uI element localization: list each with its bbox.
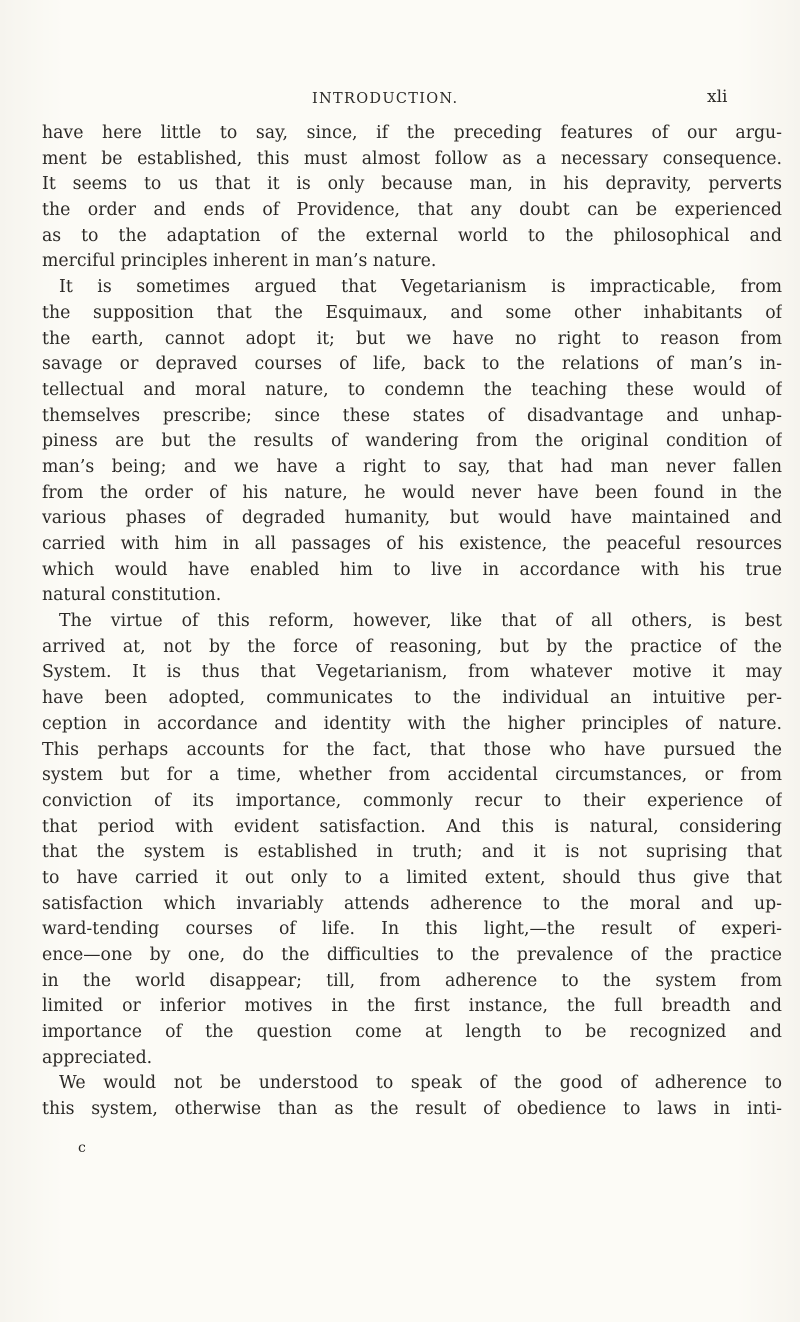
text-line: which would have enabled him to live in accordance with his true — [42, 559, 782, 580]
text-line: arrived at, not by the force of reasoning, but by the practice of the — [42, 636, 782, 657]
text-line: the supposition that the Esquimaux, and some other inhabitants of — [42, 302, 782, 323]
text-line: piness are but the results of wandering from the original condition of — [42, 431, 782, 452]
text-line: tellectual and moral nature, to condemn the teaching these would of — [42, 379, 782, 400]
text-line: It seems to us that it is only because man, in his depravity, perverts — [42, 174, 782, 195]
signature-mark: c — [78, 1140, 86, 1156]
text-line: from the order of his nature, he would never have been found in the — [42, 482, 782, 503]
text-line: System. It is thus that Vegetarianism, from whatever motive it may — [42, 662, 782, 683]
text-line: have been adopted, communicates to the individual an intuitive per- — [42, 688, 782, 709]
text-line: themselves prescribe; since these states of disadvantage and unhap- — [42, 405, 782, 426]
text-line: satisfaction which invariably attends adherence to the moral and up- — [42, 893, 782, 914]
text-line: ment be established, this must almost follow as a necessary consequence. — [42, 148, 782, 169]
text-line: limited or inferior motives in the first instance, the full breadth and — [42, 996, 782, 1017]
page-number: xli — [707, 87, 728, 107]
text-line: system but for a time, whether from accidental circumstances, or from — [42, 765, 782, 786]
text-line: This perhaps accounts for the fact, that those who have pursued the — [42, 739, 782, 760]
text-line: that period with evident satisfaction. And this is natural, considering — [42, 816, 782, 837]
text-line: carried with him in all passages of his existence, the peaceful resources — [42, 534, 782, 554]
text-line: the earth, cannot adopt it; but we have no right to reason from — [42, 328, 782, 349]
text-line: various phases of degraded humanity, but would have maintained and — [42, 508, 782, 529]
text-line: in the world disappear; till, from adherence to the system from — [42, 970, 782, 991]
chapter-title: INTRODUCTION. — [312, 91, 459, 107]
text-line: the order and ends of Providence, that any doubt can be experienced — [42, 200, 782, 221]
text-line: to have carried it out only to a limited extent, should thus give that — [42, 867, 782, 888]
text-line: appreciated. — [42, 1047, 153, 1068]
text-line: ence—one by one, do the difficulties to the prevalence of the practice — [42, 945, 782, 965]
text-line: It is sometimes argued that Vegetarianism is impracticable, from — [59, 277, 782, 298]
text-line: natural constitution. — [42, 585, 222, 606]
running-head — [0, 87, 800, 111]
text-line: this system, otherwise than as the result of obedience to laws in inti- — [42, 1099, 782, 1120]
text-line: The virtue of this reform, however, like that of all others, is best — [59, 611, 782, 632]
text-line: merciful principles inherent in man’s nature. — [42, 251, 437, 272]
text-line: have here little to say, since, if the preceding features of our argu- — [42, 123, 782, 143]
text-line: savage or depraved courses of life, back to the relations of man’s in- — [42, 354, 782, 375]
body-text — [42, 121, 782, 1123]
text-line: importance of the question come at length to be recognized and — [42, 1022, 782, 1043]
text-line: conviction of its importance, commonly recur to their experience of — [42, 790, 782, 811]
text-line: man’s being; and we have a right to say, that had man never fallen — [42, 456, 782, 477]
text-line: ward-tending courses of life. In this light,—the result of experi- — [42, 919, 782, 940]
text-line: ception in accordance and identity with the higher principles of nature. — [42, 713, 782, 734]
text-line: We would not be understood to speak of the good of adherence to — [59, 1073, 782, 1094]
text-line: that the system is established in truth; and it is not suprising that — [42, 842, 782, 863]
text-line: as to the adaptation of the external world to the philosophical and — [42, 225, 782, 246]
